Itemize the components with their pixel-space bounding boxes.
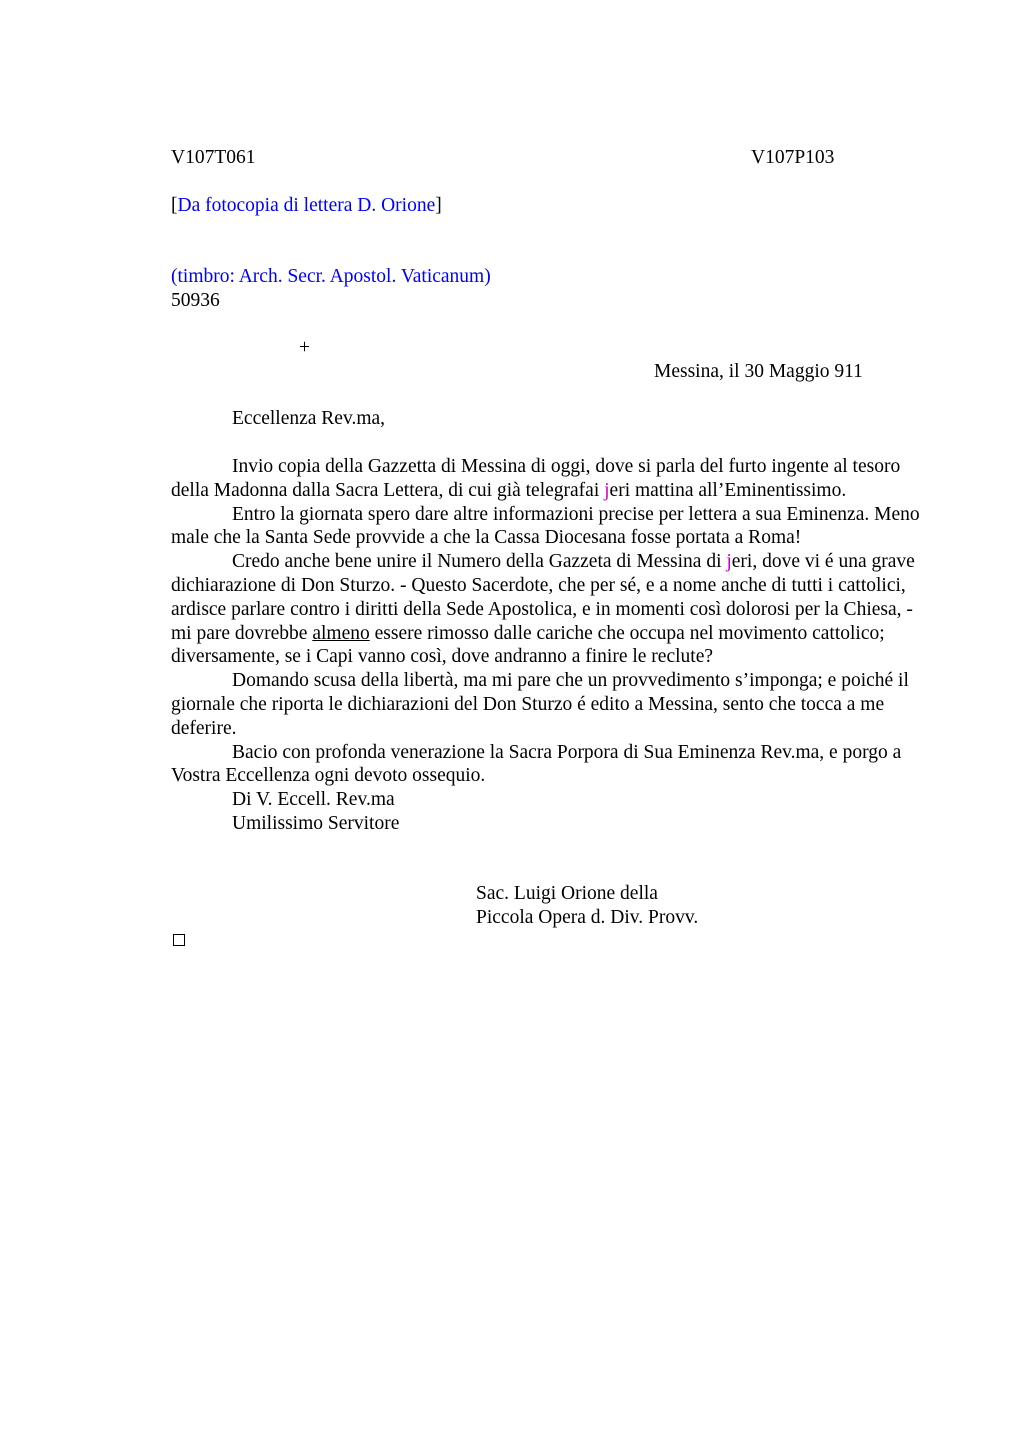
source-note-text: Da fotocopia di lettera D. Orione — [177, 195, 436, 216]
cross-mark: + — [299, 337, 310, 358]
document-code-right: V107P103 — [751, 147, 835, 168]
place-date: Messina, il 30 Maggio 911 — [654, 361, 863, 382]
closing-line: Di V. Eccell. Rev.ma — [232, 789, 395, 811]
signature-line-2: Piccola Opera d. Div. Provv. — [476, 907, 699, 928]
paragraph: Bacio con profonda venerazione la Sacra Porpora di Sua Eminenza Rev.ma, e porgo a Vostra Eccellenza ogni devoto ossequio. — [171, 741, 902, 787]
highlighted-letter: j — [604, 479, 610, 501]
source-note-open-bracket: [ — [171, 195, 178, 216]
end-square-mark — [173, 934, 185, 946]
source-note — [171, 194, 442, 218]
salutation: Eccellenza Rev.ma, — [232, 408, 386, 429]
highlighted-letter: j — [726, 551, 732, 573]
paragraph: Domando scusa della libertà, ma mi pare che un provvedimento s’imponga; e poiché il giornale che riporta le dichiarazioni del Don Sturzo é edito a Messina, sento che tocca a me deferire. — [171, 670, 909, 739]
source-note-close-bracket: ] — [435, 195, 442, 216]
letter-body — [171, 455, 931, 836]
paragraph: Entro la giornata spero dare altre informazioni precise per lettera a sua Eminenza. Meno male che la Santa Sede provvide a che la Cassa Diocesana fosse portata a Roma! — [171, 503, 920, 549]
document-code-left: V107T061 — [171, 147, 256, 168]
stamp-note: (timbro: Arch. Secr. Apostol. Vaticanum) — [171, 266, 491, 287]
paragraph: Credo anche bene unire il Numero della Gazzeta di Messina di jeri, dove vi é una grave dichiarazione di Don Sturzo. - Questo Sacerdote, che per sé, e a nome anche di tutti i cattolici, ardisce parlare contro i diritti della Sede Apostolica, e in momenti così dolorosi per la Chiesa, - mi pare dovrebbe almeno essere rimosso dalle cariche che occupa nel movimento cattolico; diversamente, se i Capi vanno così, dove andranno a finire le reclute? — [171, 551, 915, 668]
closing-line: Umilissimo Servitore — [232, 812, 400, 834]
underlined-word: almeno — [312, 622, 370, 644]
paragraph: Invio copia della Gazzetta di Messina di oggi, dove si parla del furto ingente al tesoro della Madonna dalla Sacra Lettera, di cui già telegrafai jeri mattina all’Eminentissimo. — [171, 456, 901, 501]
signature-line-1: Sac. Luigi Orione della — [476, 883, 658, 904]
archive-number: 50936 — [171, 290, 220, 311]
